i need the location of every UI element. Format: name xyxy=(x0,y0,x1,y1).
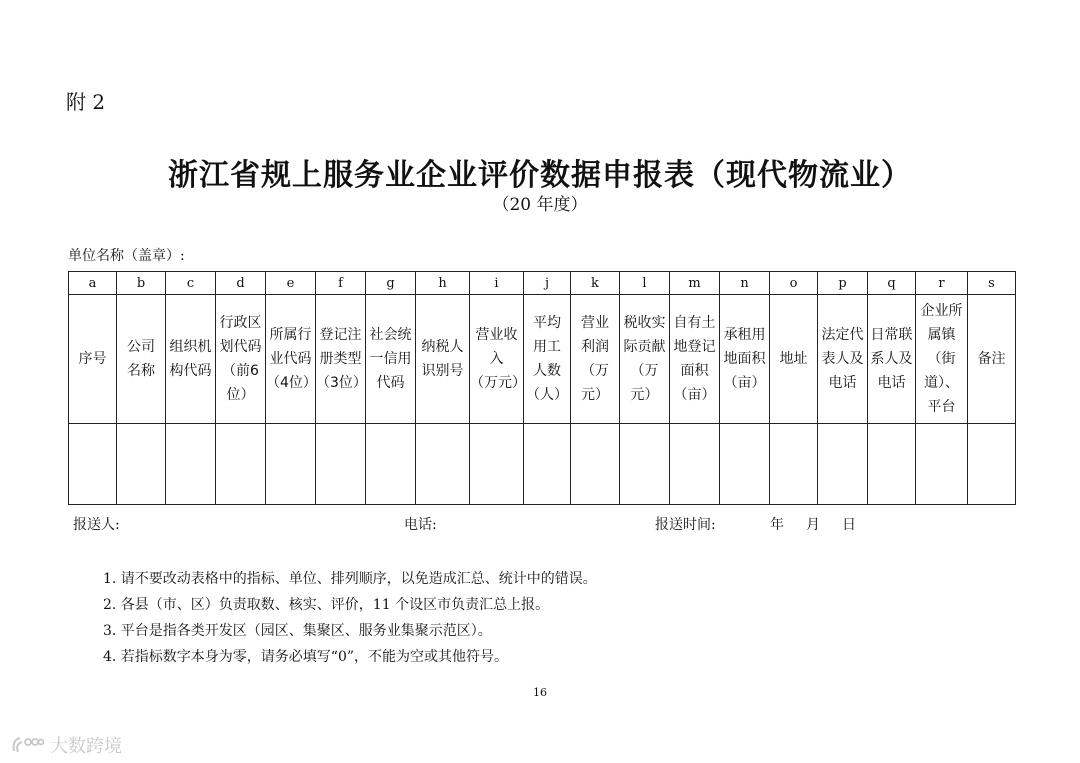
column-letter-cell: g xyxy=(366,272,416,295)
data-entry-cell[interactable] xyxy=(470,424,524,505)
data-entry-cell[interactable] xyxy=(720,424,770,505)
column-letter-cell: q xyxy=(868,272,916,295)
data-entry-cell[interactable] xyxy=(366,424,416,505)
data-entry-cell[interactable] xyxy=(670,424,720,505)
column-header-cell: 组织机 构代码 xyxy=(166,295,216,424)
column-header-cell: 日常联 系人及 电话 xyxy=(868,295,916,424)
column-header-cell: 公司 名称 xyxy=(117,295,166,424)
column-letter-cell: n xyxy=(720,272,770,295)
column-header-cell: 平均 用工 人数 （人） xyxy=(524,295,571,424)
column-letter-cell: o xyxy=(770,272,818,295)
column-letter-cell: f xyxy=(316,272,366,295)
form-title: 浙江省规上服务业企业评价数据申报表（现代物流业） xyxy=(168,158,912,193)
data-entry-cell[interactable] xyxy=(316,424,366,505)
data-entry-row xyxy=(69,424,1016,505)
column-header-cell: 序号 xyxy=(69,295,117,424)
column-header-cell: 营业 利润 （万 元） xyxy=(571,295,620,424)
column-letter-cell: e xyxy=(266,272,316,295)
year-line: （20 年度） xyxy=(492,195,588,215)
watermark xyxy=(10,732,122,758)
page-number: 16 xyxy=(533,686,547,699)
column-letter-cell: a xyxy=(69,272,117,295)
note-item: 3. 平台是指各类开发区（园区、集聚区、服务业集聚示范区）。 xyxy=(103,623,492,639)
column-header-cell: 法定代 表人及 电话 xyxy=(818,295,868,424)
data-entry-cell[interactable] xyxy=(69,424,117,505)
day-unit: 日 xyxy=(842,517,856,533)
phone-label: 电话: xyxy=(404,517,437,533)
column-header-cell: 营业收 入 （万元） xyxy=(470,295,524,424)
column-header-cell: 地址 xyxy=(770,295,818,424)
report-date-label: 报送时间: xyxy=(655,517,716,533)
data-entry-cell[interactable] xyxy=(266,424,316,505)
column-letter-cell: h xyxy=(416,272,470,295)
column-header-cell: 税收实 际贡献 （万 元） xyxy=(620,295,670,424)
column-header-cell: 社会统 一信用 代码 xyxy=(366,295,416,424)
column-letter-cell: l xyxy=(620,272,670,295)
watermark-logo-icon xyxy=(10,734,44,756)
column-letter-cell: c xyxy=(166,272,216,295)
data-entry-cell[interactable] xyxy=(216,424,266,505)
note-item: 1. 请不要改动表格中的指标、单位、排列顺序，以免造成汇总、统计中的错误。 xyxy=(103,571,597,587)
column-letter-cell: s xyxy=(968,272,1016,295)
data-entry-cell[interactable] xyxy=(620,424,670,505)
report-table xyxy=(68,271,1016,505)
note-item: 2. 各县（市、区）负责取数、核实、评价，11 个设区市负责汇总上报。 xyxy=(103,597,550,613)
column-letter-cell: k xyxy=(571,272,620,295)
data-entry-cell[interactable] xyxy=(818,424,868,505)
month-unit: 月 xyxy=(806,517,820,533)
column-letter-row xyxy=(69,272,1016,295)
column-header-cell: 承租用 地面积 （亩） xyxy=(720,295,770,424)
data-entry-cell[interactable] xyxy=(524,424,571,505)
column-letter-cell: i xyxy=(470,272,524,295)
year-unit: 年 xyxy=(770,517,784,533)
unit-name-label: 单位名称（盖章）: xyxy=(68,248,185,264)
reporter-label: 报送人: xyxy=(73,517,120,533)
column-letter-cell: b xyxy=(117,272,166,295)
data-entry-cell[interactable] xyxy=(117,424,166,505)
column-letter-cell: p xyxy=(818,272,868,295)
data-entry-cell[interactable] xyxy=(868,424,916,505)
data-entry-cell[interactable] xyxy=(166,424,216,505)
annex-label: 附 2 xyxy=(66,90,106,114)
column-header-cell: 所属行 业代码 （4位） xyxy=(266,295,316,424)
column-header-cell: 自有土 地登记 面积 （亩） xyxy=(670,295,720,424)
column-header-cell: 企业所 属镇 （街 道）、 平台 xyxy=(916,295,968,424)
column-letter-cell: r xyxy=(916,272,968,295)
column-header-cell: 登记注 册类型 （3位） xyxy=(316,295,366,424)
column-letter-cell: m xyxy=(670,272,720,295)
column-letter-cell: d xyxy=(216,272,266,295)
column-header-cell: 纳税人 识别号 xyxy=(416,295,470,424)
note-item: 4. 若指标数字本身为零，请务必填写“0”，不能为空或其他符号。 xyxy=(103,649,509,665)
notes-list xyxy=(103,566,597,670)
watermark-text: 大数跨境 xyxy=(50,736,122,757)
column-header-cell: 备注 xyxy=(968,295,1016,424)
data-entry-cell[interactable] xyxy=(416,424,470,505)
column-header-cell: 行政区 划代码 （前6 位） xyxy=(216,295,266,424)
data-entry-cell[interactable] xyxy=(916,424,968,505)
column-header-row xyxy=(69,295,1016,424)
data-entry-cell[interactable] xyxy=(770,424,818,505)
column-letter-cell: j xyxy=(524,272,571,295)
data-entry-cell[interactable] xyxy=(968,424,1016,505)
data-entry-cell[interactable] xyxy=(571,424,620,505)
